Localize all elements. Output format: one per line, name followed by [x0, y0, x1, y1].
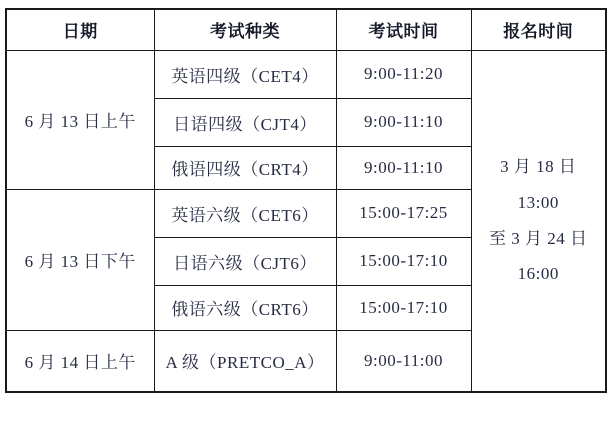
header-cell-registration-time: 报名时间	[471, 9, 606, 50]
exam-time-cell: 15:00-17:10	[336, 285, 471, 330]
registration-line: 16:00	[517, 264, 559, 284]
exam-time-cell: 9:00-11:10	[336, 146, 471, 189]
registration-line: 13:00	[517, 193, 559, 213]
date-cell-june14-morning: 6 月 14 日上午	[6, 330, 154, 392]
exam-schedule-table	[5, 8, 607, 393]
registration-line: 3 月 18 日	[500, 157, 577, 177]
registration-line: 至 3 月 24 日	[489, 228, 588, 248]
date-cell-june13-morning: 6 月 13 日上午	[6, 50, 154, 189]
exam-type-cell: 英语四级（CET4）	[154, 50, 336, 98]
exam-type-cell: 英语六级（CET6）	[154, 189, 336, 237]
header-cell-exam-time: 考试时间	[336, 9, 471, 50]
exam-time-cell: 15:00-17:10	[336, 237, 471, 285]
header-cell-date: 日期	[6, 9, 154, 50]
exam-type-cell: A 级（PRETCO_A）	[154, 330, 336, 392]
exam-time-cell: 9:00-11:10	[336, 98, 471, 146]
table-row	[6, 50, 606, 98]
exam-type-cell: 俄语四级（CRT4）	[154, 146, 336, 189]
exam-type-cell: 日语四级（CJT4）	[154, 98, 336, 146]
exam-type-cell: 俄语六级（CRT6）	[154, 285, 336, 330]
date-cell-june13-afternoon: 6 月 13 日下午	[6, 189, 154, 330]
exam-time-cell: 9:00-11:20	[336, 50, 471, 98]
registration-cell	[471, 50, 606, 392]
header-row	[6, 9, 606, 50]
exam-type-cell: 日语六级（CJT6）	[154, 237, 336, 285]
exam-time-cell: 9:00-11:00	[336, 330, 471, 392]
exam-time-cell: 15:00-17:25	[336, 189, 471, 237]
header-cell-exam-type: 考试种类	[154, 9, 336, 50]
